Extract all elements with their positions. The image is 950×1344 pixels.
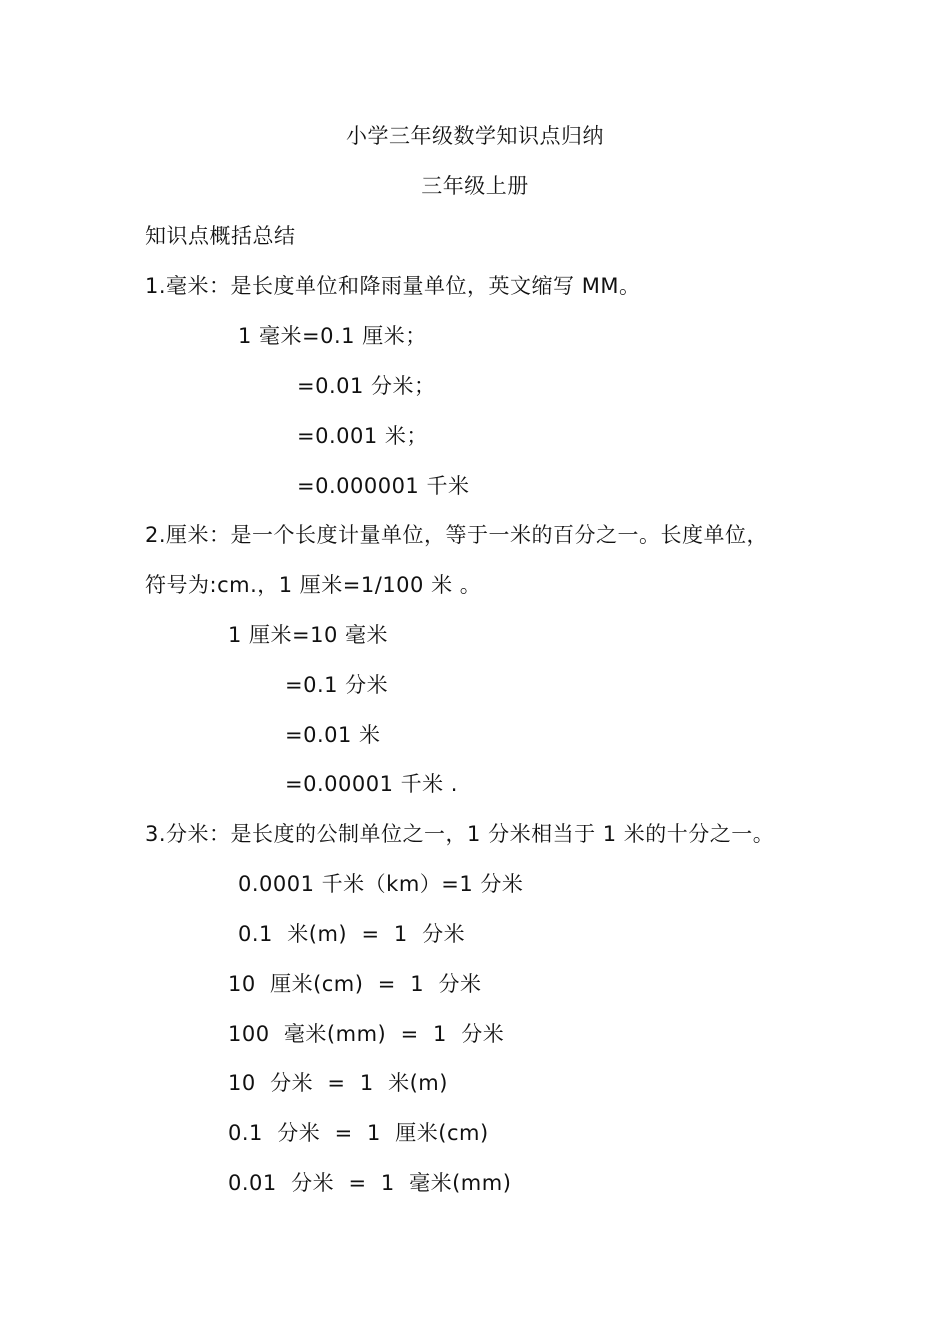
item-3-line: 100 毫米(mm) = 1 分米 bbox=[228, 1022, 505, 1046]
item-3-line: 0.1 分米 = 1 厘米(cm) bbox=[228, 1121, 489, 1145]
item-3-line: 10 厘米(cm) = 1 分米 bbox=[228, 972, 482, 996]
item-2-line: =0.00001 千米 . bbox=[285, 772, 458, 796]
item-2-line: =0.01 米 bbox=[285, 723, 381, 747]
item-2-line: 1 厘米=10 毫米 bbox=[228, 623, 389, 647]
item-2-heading: 2.厘米：是一个长度计量单位，等于一米的百分之一。长度单位， bbox=[145, 523, 769, 547]
item-1-line: =0.000001 千米 bbox=[297, 474, 470, 498]
section-heading: 知识点概括总结 bbox=[145, 224, 296, 248]
item-3-heading: 3.分米：是长度的公制单位之一，1 分米相当于 1 米的十分之一。 bbox=[145, 822, 775, 846]
document-subtitle: 三年级上册 bbox=[421, 174, 529, 198]
item-1-line: =0.001 米； bbox=[297, 424, 428, 448]
item-1-line: 1 毫米=0.1 厘米； bbox=[238, 324, 427, 348]
item-2-heading-continued: 符号为:cm.，1 厘米=1/100 米 。 bbox=[145, 573, 482, 597]
item-3-line: 10 分米 = 1 米(m) bbox=[228, 1071, 448, 1095]
item-1-line: =0.01 分米； bbox=[297, 374, 436, 398]
item-3-line: 0.1 米(m) = 1 分米 bbox=[238, 922, 466, 946]
document-title: 小学三年级数学知识点归纳 bbox=[346, 124, 604, 148]
item-3-line: 0.01 分米 = 1 毫米(mm) bbox=[228, 1171, 512, 1195]
item-1-heading: 1.毫米：是长度单位和降雨量单位，英文缩写 MM。 bbox=[145, 274, 641, 298]
item-3-line: 0.0001 千米（km）=1 分米 bbox=[238, 872, 524, 896]
item-2-line: =0.1 分米 bbox=[285, 673, 389, 697]
